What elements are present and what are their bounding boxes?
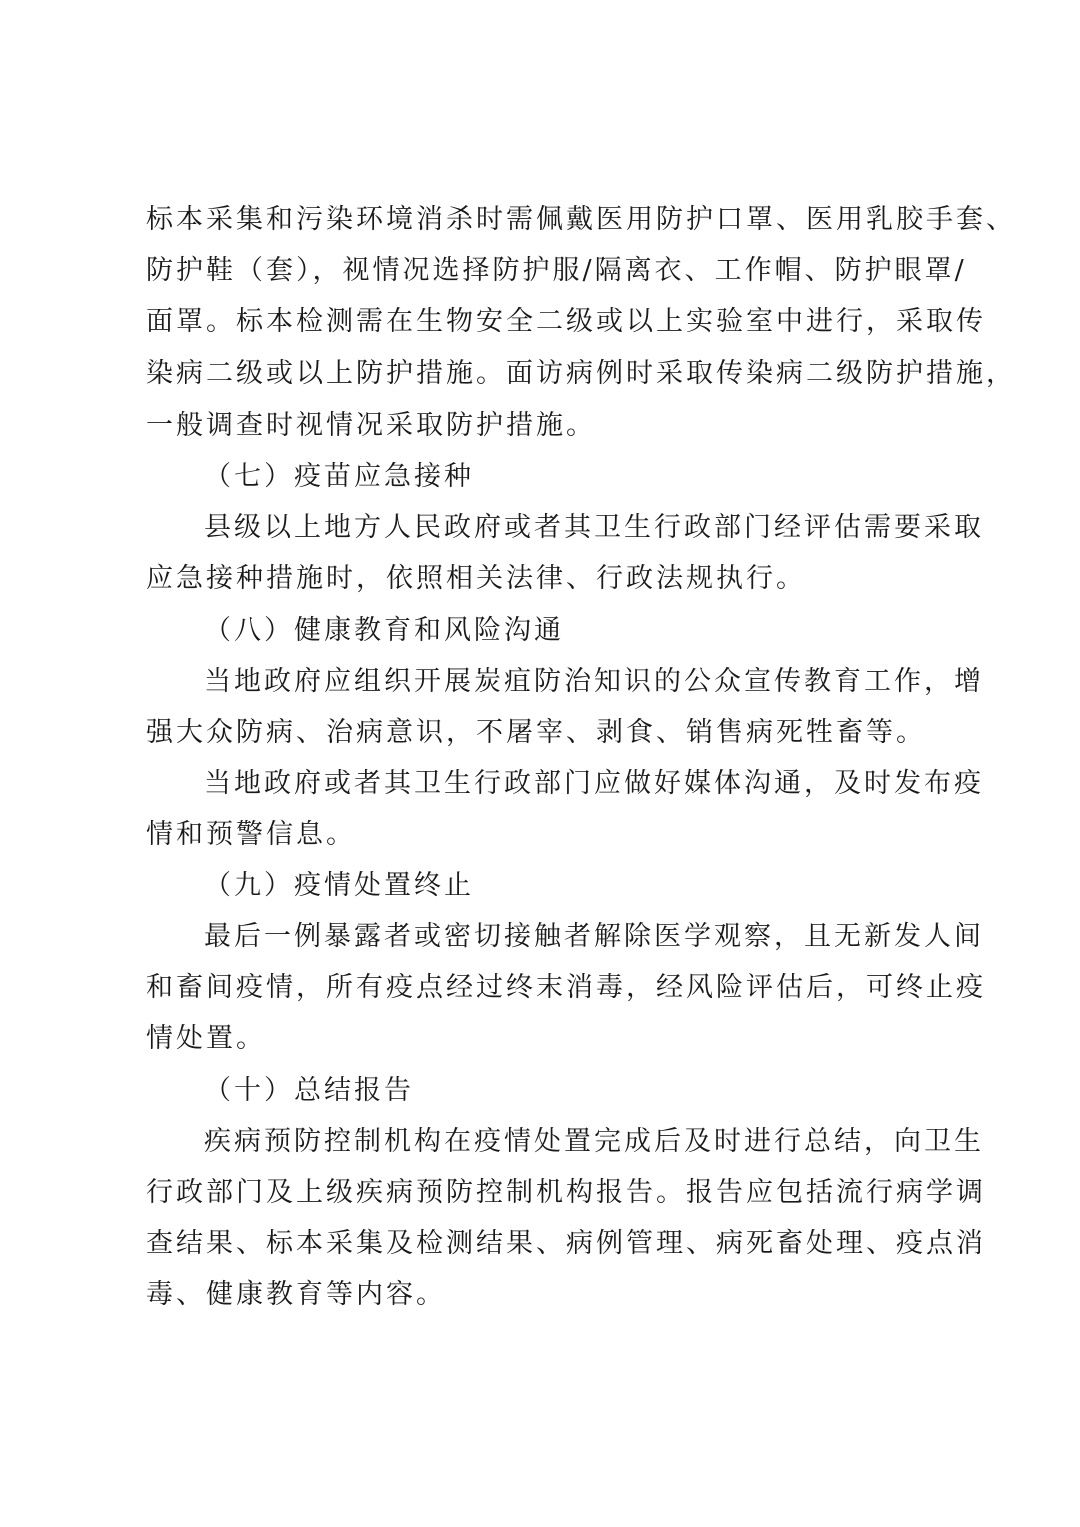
paragraph-line: 毒、健康教育等内容。 — [146, 1279, 446, 1310]
paragraph-line: 防护鞋（套），视情况选择防护服/隔离衣、工作帽、防护眼罩/ — [146, 255, 967, 286]
paragraph-line: 强大众防病、治病意识，不屠宰、剥食、销售病死牲畜等。 — [146, 717, 926, 748]
paragraph-line: 和畜间疫情，所有疫点经过终末消毒，经风险评估后，可终止疫 — [146, 972, 986, 1003]
paragraph-line: 当地政府应组织开展炭疽防治知识的公众宣传教育工作，增 — [204, 666, 984, 697]
paragraph-line: 最后一例暴露者或密切接触者解除医学观察，且无新发人间 — [204, 921, 984, 952]
paragraph-line: 情处置。 — [146, 1023, 266, 1054]
section-heading-health-education: （八）健康教育和风险沟通 — [204, 615, 564, 646]
paragraph-line: 当地政府或者其卫生行政部门应做好媒体沟通，及时发布疫 — [204, 768, 984, 799]
paragraph-line: 应急接种措施时，依照相关法律、行政法规执行。 — [146, 563, 806, 594]
paragraph-line: 行政部门及上级疾病预防控制机构报告。报告应包括流行病学调 — [146, 1177, 986, 1208]
paragraph-line: 面罩。标本检测需在生物安全二级或以上实验室中进行，采取传 — [146, 306, 986, 337]
paragraph-line: 染病二级或以上防护措施。面访病例时采取传染病二级防护措施， — [146, 358, 1016, 389]
paragraph-line: 情和预警信息。 — [146, 819, 356, 850]
paragraph-line: 查结果、标本采集及检测结果、病例管理、病死畜处理、疫点消 — [146, 1228, 986, 1259]
paragraph-line: 一般调查时视情况采取防护措施。 — [146, 410, 596, 441]
section-heading-termination: （九）疫情处置终止 — [204, 870, 474, 901]
paragraph-line: 县级以上地方人民政府或者其卫生行政部门经评估需要采取 — [204, 512, 984, 543]
section-heading-vaccination: （七）疫苗应急接种 — [204, 461, 474, 492]
paragraph-line: 标本采集和污染环境消杀时需佩戴医用防护口罩、医用乳胶手套、 — [146, 204, 1016, 235]
paragraph-line: 疾病预防控制机构在疫情处置完成后及时进行总结，向卫生 — [204, 1126, 984, 1157]
section-heading-summary-report: （十）总结报告 — [204, 1075, 414, 1106]
